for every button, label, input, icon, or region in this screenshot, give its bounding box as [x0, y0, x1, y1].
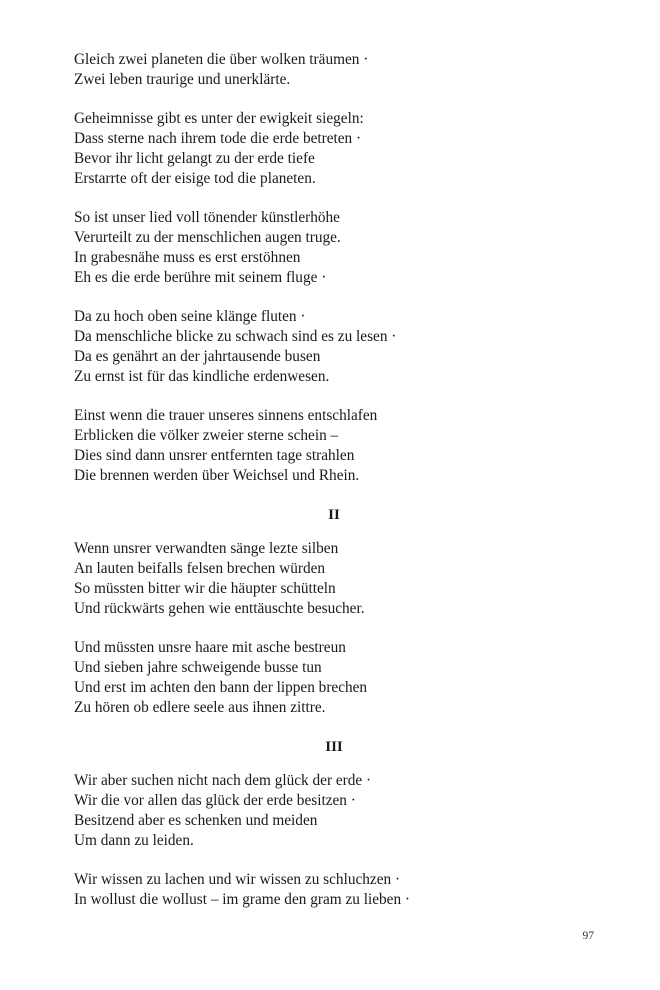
stanza [74, 307, 594, 387]
verse-line: Wenn unsrer verwandten sänge lezte silben [74, 540, 339, 557]
verse-line: Wir wissen zu lachen und wir wissen zu schluchzen · [74, 871, 401, 888]
verse-line: Bevor ihr licht gelangt zu der erde tiefe [74, 150, 315, 167]
verse-line: Und rückwärts gehen wie enttäuschte besucher. [74, 600, 365, 617]
stanza [74, 870, 594, 910]
section-i-tail [74, 50, 594, 486]
verse-line: In grabesnähe muss es erst erstöhnen [74, 249, 301, 266]
verse-line: Zwei leben traurige und unerklärte. [74, 71, 291, 88]
verse-line: In wollust die wollust – im grame den gram zu lieben · [74, 891, 411, 908]
stanza [74, 771, 594, 851]
section-iii [74, 771, 594, 910]
verse-line: Verurteilt zu der menschlichen augen truge. [74, 229, 341, 246]
verse-line: Zu ernst ist für das kindliche erdenwesen. [74, 368, 330, 385]
verse-line: Wir die vor allen das glück der erde besitzen · [74, 792, 356, 809]
poem-page [74, 50, 594, 929]
verse-line: So ist unser lied voll tönender künstlerhöhe [74, 209, 340, 226]
stanza [74, 50, 594, 90]
verse-line: Wir aber suchen nicht nach dem glück der erde · [74, 772, 372, 789]
verse-line: Da zu hoch oben seine klänge fluten · [74, 308, 306, 325]
verse-line: Und sieben jahre schweigende busse tun [74, 659, 322, 676]
verse-line: Zu hören ob edlere seele aus ihnen zittre. [74, 699, 326, 716]
verse-line: Dass sterne nach ihrem tode die erde betreten · [74, 130, 362, 147]
section-heading-ii: II [328, 507, 340, 523]
verse-line: Die brennen werden über Weichsel und Rhein. [74, 467, 360, 484]
verse-line: Erblicken die völker zweier sterne schein – [74, 427, 339, 444]
verse-line: Erstarrte oft der eisige tod die planeten. [74, 170, 316, 187]
verse-line: An lauten beifalls felsen brechen würden [74, 560, 326, 577]
verse-line: Einst wenn die trauer unseres sinnens entschlafen [74, 407, 378, 424]
verse-line: So müssten bitter wir die häupter schütteln [74, 580, 336, 597]
verse-line: Und erst im achten den bann der lippen brechen [74, 679, 368, 696]
stanza [74, 406, 594, 486]
stanza [74, 109, 594, 189]
verse-line: Gleich zwei planeten die über wolken träumen · [74, 51, 369, 68]
section-heading-iii: III [325, 739, 343, 755]
verse-line: Dies sind dann unsrer entfernten tage strahlen [74, 447, 355, 464]
verse-line: Um dann zu leiden. [74, 832, 194, 849]
verse-line: Besitzend aber es schenken und meiden [74, 812, 318, 829]
verse-line: Da menschliche blicke zu schwach sind es zu lesen · [74, 328, 397, 345]
stanza [74, 638, 594, 718]
verse-line: Eh es die erde berühre mit seinem fluge · [74, 269, 327, 286]
page-number: 97 [582, 930, 594, 942]
verse-line: Geheimnisse gibt es unter der ewigkeit siegeln: [74, 110, 364, 127]
stanza [74, 208, 594, 288]
stanza [74, 539, 594, 619]
verse-line: Und müssten unsre haare mit asche bestreun [74, 639, 346, 656]
verse-line: Da es genährt an der jahrtausende busen [74, 348, 321, 365]
section-ii [74, 539, 594, 718]
